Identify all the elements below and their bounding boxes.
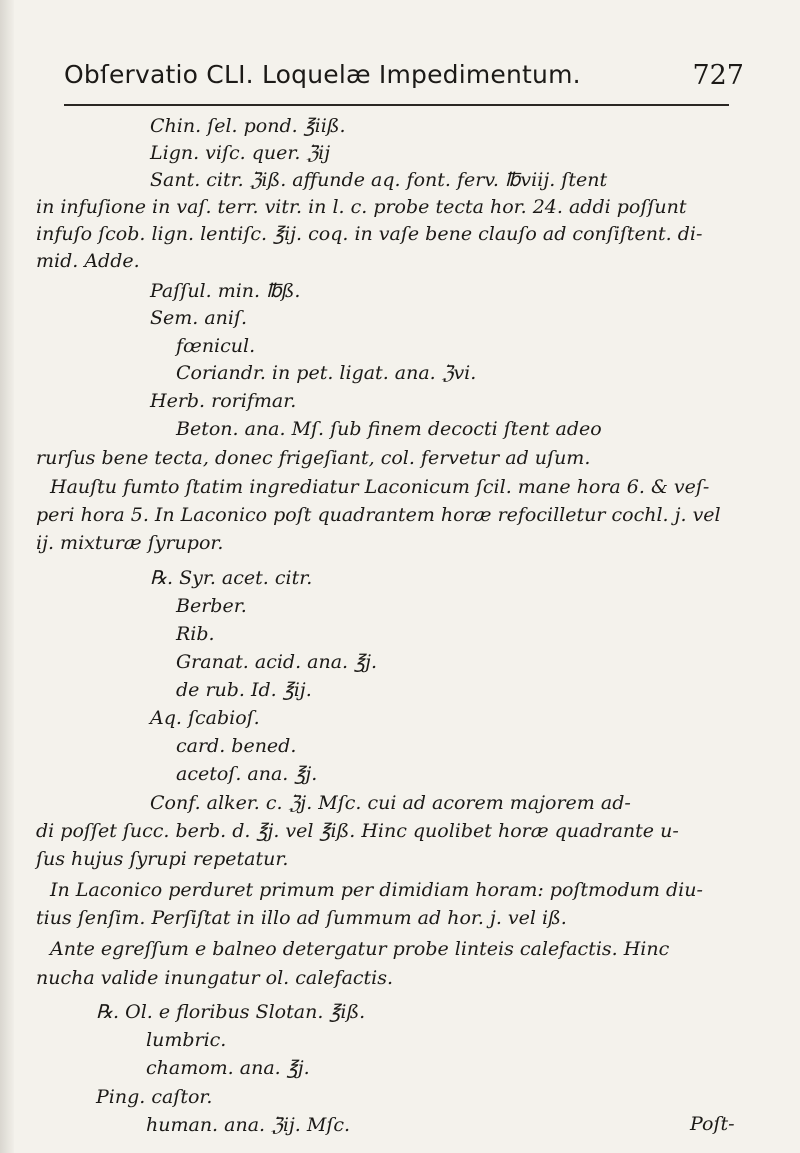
- text-line: in infuſione in vaſ. terr. vitr. in l. c. probe tecta hor. 24. addi poſſunt: [36, 196, 687, 218]
- text-line: fœnicul.: [176, 335, 256, 357]
- text-line: peri hora 5. In Laconico poſt quadrantem horæ refocilletur cochl. j. vel: [36, 504, 721, 526]
- text-line: Granat. acid. ana. ℥j.: [176, 651, 378, 673]
- header-rule: [64, 104, 729, 106]
- text-line: In Laconico perduret primum per dimidiam horam: poſtmodum diu-: [50, 879, 703, 901]
- text-line: mid. Adde.: [36, 250, 140, 272]
- text-line: Conf. alker. c. ℨj. Mſc. cui ad acorem majorem ad-: [150, 792, 631, 814]
- text-line: Berber.: [176, 595, 247, 617]
- page-number: 727: [692, 60, 744, 91]
- text-line: human. ana. ℨij. Mſc.: [146, 1114, 351, 1136]
- text-line: Chin. ſel. pond. ℥iiß.: [150, 115, 346, 137]
- text-line: ij. mixturæ ſyrupor.: [36, 532, 224, 554]
- text-line: ℞. Ol. e floribus Slotan. ℥iß.: [96, 1001, 366, 1023]
- text-line: Sant. citr. ℨiß. affunde aq. font. ferv. ℔viij. ſtent: [150, 169, 608, 191]
- text-line: lumbric.: [146, 1029, 227, 1051]
- text-line: Lign. viſc. quer. ℨij: [150, 142, 331, 164]
- page-edge-shadow: [0, 0, 14, 1153]
- text-line: Coriandr. in pet. ligat. ana. ℨvi.: [176, 362, 477, 384]
- text-line: Beton. ana. Mſ. ſub finem decocti ſtent adeo: [176, 418, 602, 440]
- catchword: Poſt-: [690, 1113, 735, 1135]
- text-line: Sem. aniſ.: [150, 307, 248, 329]
- text-line: acetoſ. ana. ℥j.: [176, 763, 318, 785]
- text-line: di poſſet ſucc. berb. d. ℥j. vel ℥iß. Hinc quolibet horæ quadrante u-: [36, 820, 679, 842]
- text-line: nucha valide inungatur ol. calefactis.: [36, 967, 394, 989]
- running-header: [64, 60, 744, 100]
- text-line: Ante egreſſum e balneo detergatur probe linteis calefactis. Hinc: [50, 938, 670, 960]
- text-line: Hauſtu fumto ſtatim ingrediatur Laconicum ſcil. mane hora 6. & veſ-: [50, 476, 710, 498]
- text-line: chamom. ana. ℥j.: [146, 1057, 310, 1079]
- text-line: Paſſul. min. ℔ß.: [150, 280, 301, 302]
- text-line: Aq. ſcabioſ.: [150, 707, 260, 729]
- text-line: card. bened.: [176, 735, 297, 757]
- text-line: Rib.: [176, 623, 215, 645]
- text-line: Herb. rorifmar.: [150, 390, 297, 412]
- text-line: tius ſenſim. Perſiſtat in illo ad ſummum ad hor. j. vel iß.: [36, 907, 567, 929]
- text-line: Ping. caſtor.: [96, 1086, 213, 1108]
- text-line: ℞. Syr. acet. citr.: [150, 567, 313, 589]
- text-line: rurſus bene tecta, donec frigeſiant, col. fervetur ad uſum.: [36, 447, 591, 469]
- header-title: Obſervatio CLI. Loquelæ Impedimentum.: [64, 60, 581, 89]
- text-line: de rub. Id. ℥ij.: [176, 679, 312, 701]
- text-line: ſus hujus ſyrupi repetatur.: [36, 848, 289, 870]
- text-line: infuſo ſcob. lign. lentiſc. ℥ij. coq. in vaſe bene clauſo ad conſiſtent. di-: [36, 223, 703, 245]
